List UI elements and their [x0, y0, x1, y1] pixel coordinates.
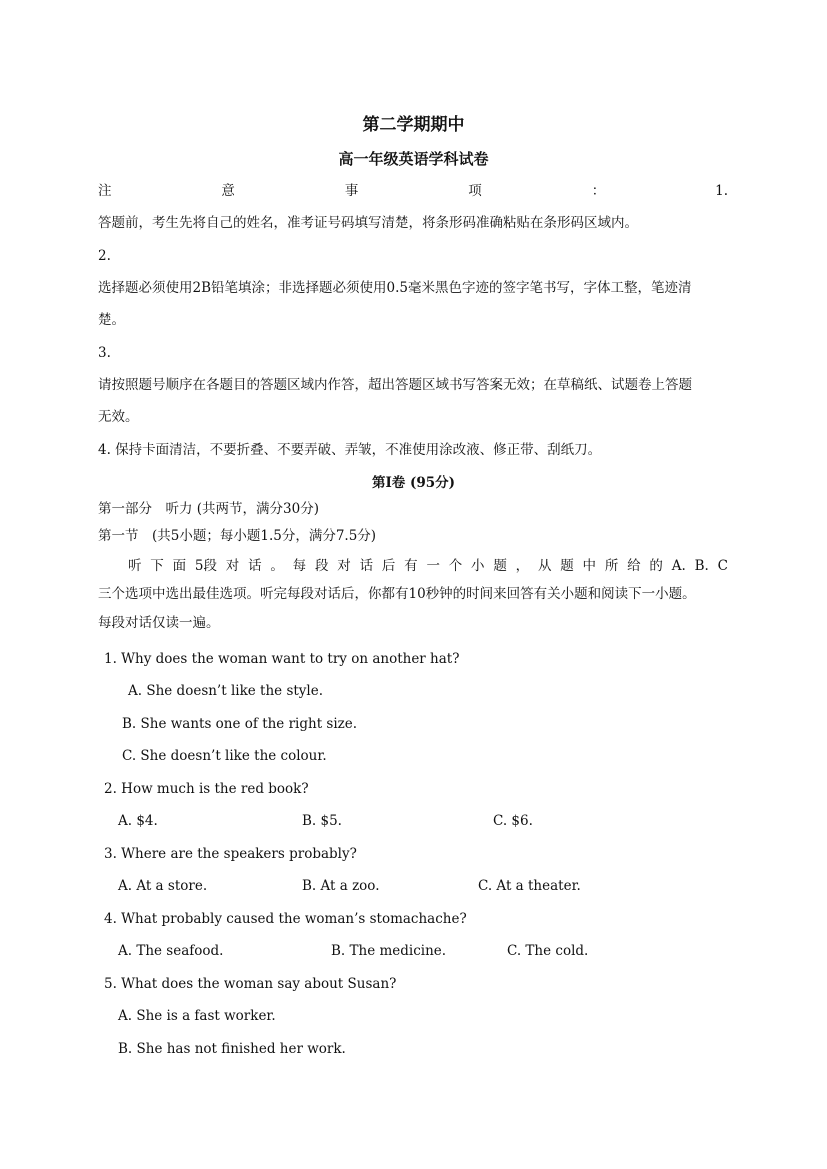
instructions-word: 后 — [381, 558, 396, 574]
question-stem: 1. Why does the woman want to try on another hat? — [104, 651, 460, 667]
answer-option: A. She is a fast worker. — [118, 1008, 276, 1024]
instructions-word: 有 — [404, 558, 418, 574]
answer-option: B. She wants one of the right size. — [122, 716, 358, 732]
notice-heading-char: ： — [591, 183, 606, 199]
notice-heading-char: 项 — [468, 183, 482, 199]
instructions-word: 下 — [150, 558, 164, 574]
notice-item3-line2: 无效。 — [98, 409, 139, 425]
notice-item1-number: 1. — [715, 183, 728, 199]
part-title: 第一部分 听力 (共两节，满分30分) — [98, 501, 320, 517]
instructions-word: 从 — [537, 558, 552, 574]
instructions-word: 听 — [128, 558, 142, 574]
exam-subtitle: 高一年级英语学科试卷 — [338, 150, 489, 168]
subsection-title: 第一节 (共5小题；每小题1.5分，满分7.5分) — [98, 528, 377, 544]
notice-item3-number: 3. — [98, 345, 111, 361]
answer-option: B. The medicine. — [331, 943, 447, 959]
notice-item2-number: 2. — [98, 248, 111, 264]
instructions-word: 小 — [471, 558, 485, 574]
answer-option: C. At a theater. — [478, 878, 581, 894]
question-stem: 4. What probably caused the woman’s stomachache? — [104, 911, 467, 927]
instructions-word: 面 — [172, 558, 187, 574]
instructions-word: 话 — [359, 558, 374, 574]
notice-heading-char: 注 — [98, 183, 112, 199]
instructions-word: B. — [694, 558, 709, 574]
instructions-word: 的 — [649, 558, 663, 574]
instructions-word: 题 — [493, 558, 507, 574]
answer-option: C. She doesn’t like the colour. — [122, 748, 327, 764]
question-stem: 2. How much is the red book? — [104, 781, 309, 797]
instructions-word: 话 — [248, 558, 262, 574]
answer-option: C. The cold. — [507, 943, 589, 959]
exam-title: 第二学期期中 — [362, 115, 465, 135]
answer-option: A. She doesn’t like the style. — [128, 683, 324, 699]
answer-option: A. $4. — [118, 813, 158, 829]
notice-item1-text: 答题前，考生先将自己的姓名，准考证号码填写清楚，将条形码准确粘贴在条形码区域内。 — [98, 215, 638, 231]
question-stem: 5. What does the woman say about Susan? — [104, 976, 397, 992]
instructions-word: 段 — [314, 558, 329, 574]
instructions-word: ， — [515, 558, 530, 574]
instructions-word: 中 — [582, 558, 597, 574]
instructions-word: 一 — [426, 558, 440, 574]
instructions-word: 个 — [448, 558, 463, 574]
instructions-line1 — [128, 557, 728, 575]
instructions-word: C — [717, 558, 728, 574]
answer-option: B. $5. — [302, 813, 342, 829]
notice-item4-text: 4. 保持卡面清洁，不要折叠、不要弄破、弄皱，不准使用涂改液、修正带、刮纸刀。 — [98, 442, 602, 458]
notice-heading-char: 事 — [344, 183, 359, 199]
answer-option: B. At a zoo. — [302, 878, 380, 894]
instructions-word: 5段 — [194, 558, 217, 574]
instructions-word: 题 — [560, 558, 574, 574]
question-stem: 3. Where are the speakers probably? — [104, 846, 357, 862]
notice-item2-line1: 选择题必须使用2B铅笔填涂；非选择题必须使用0.5毫米黑色字迹的签字笔书写，字体工整，笔迹清 — [98, 280, 692, 296]
instructions-word: 给 — [627, 558, 641, 574]
volume-title: 第Ⅰ卷 (95分) — [371, 475, 456, 491]
instructions-line3: 每段对话仅读一遍。 — [98, 615, 220, 631]
instructions-line2: 三个选项中选出最佳选项。听完每段对话后，你都有10秒钟的时间来回答有关小题和阅读下一小题。 — [98, 586, 696, 602]
instructions-word: A. — [671, 558, 686, 574]
instructions-word: 每 — [292, 558, 307, 574]
instructions-word: 对 — [337, 558, 351, 574]
instructions-word: 。 — [270, 558, 284, 574]
answer-option: C. $6. — [493, 813, 533, 829]
answer-option: A. The seafood. — [118, 943, 224, 959]
notice-heading — [98, 182, 728, 200]
notice-item2-line2: 楚。 — [98, 312, 125, 328]
instructions-word: 所 — [604, 558, 619, 574]
instructions-word: 对 — [225, 558, 240, 574]
notice-item3-line1: 请按照题号顺序在各题目的答题区域内作答，超出答题区域书写答案无效；在草稿纸、试题卷上答题 — [98, 377, 692, 393]
notice-heading-char: 意 — [221, 183, 235, 199]
answer-option: B. She has not finished her work. — [118, 1041, 346, 1057]
answer-option: A. At a store. — [118, 878, 208, 894]
